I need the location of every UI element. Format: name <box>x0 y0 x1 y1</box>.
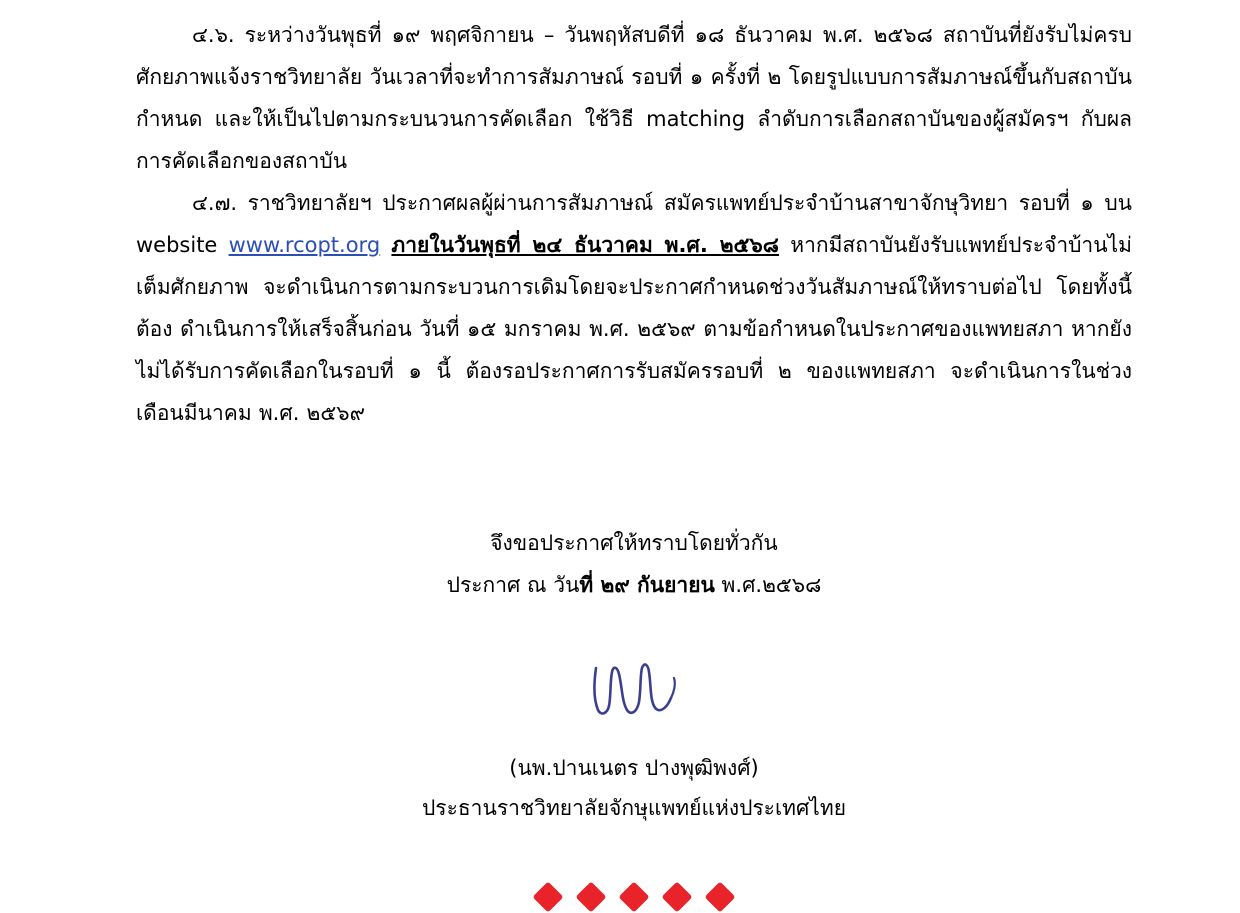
signature-area <box>136 654 1132 730</box>
diamond-icon <box>705 881 736 912</box>
diamond-ornament <box>136 886 1132 911</box>
clause-4-7-suffix: หากมีสถาบันยังรับแพทย์ประจำบ้านไม่เต็มศักยภาพ จะดำเนินการตามกระบวนการเดิมโดยจะประกาศกำหนดช่วงวันสัมภาษณ์ให้ทราบต่อไป โดยทั้งนี้ต้อง ดำเนินการให้เสร็จสิ้นก่อน วันที่ ๑๕ มกราคม พ.ศ. ๒๕๖๙ ตามข้อกำหนดในประกาศของแพทยสภา หากยังไม่ได้รับการคัดเลือกในรอบที่ ๑ นี้ ต้องรอประกาศการรับสมัครรอบที่ ๒ ของแพทยสภา จะดำเนินการในช่วงเดือนมีนาคม พ.ศ. ๒๕๖๙ <box>136 233 1132 425</box>
paragraph-clause-4-7 <box>136 182 1132 434</box>
closing-date-suffix: พ.ศ.๒๕๖๘ <box>714 573 822 597</box>
diamond-icon <box>532 881 563 912</box>
clause-4-7-prefix: ๔.๗. ราชวิทยาลัยฯ ประกาศผลผู้ผ่านการสัมภาษณ์ สมัครแพทย์ประจำบ้านสาขาจักษุวิทยา รอบที่ ๑ บน website <box>136 191 1132 257</box>
handwritten-signature-icon <box>574 654 694 730</box>
signer-name: (นพ.ปานเนตร ปางพุฒิพงศ์) <box>509 756 759 780</box>
clause-4-7-deadline: ภายในวันพุธที่ ๒๔ ธันวาคม พ.ศ. ๒๕๖๘ <box>391 233 779 257</box>
paragraph-clause-4-6: ๔.๖. ระหว่างวันพุธที่ ๑๙ พฤศจิกายน – วันพฤหัสบดีที่ ๑๘ ธันวาคม พ.ศ. ๒๕๖๘ สถาบันที่ยังรับไม่ครบศักยภาพแจ้งราชวิทยาลัย วันเวลาที่จะทำการสัมภาษณ์ รอบที่ ๑ ครั้งที่ ๒ โดยรูปแบบการสัมภาษณ์ขึ้นกับสถาบันกำหนด และให้เป็นไปตามกระบนวนการคัดเลือก ใช้วิธี matching ลำดับการเลือกสถาบันของผู้สมัครฯ กับผลการคัดเลือกของสถาบัน <box>136 23 1132 173</box>
closing-block <box>136 522 1132 606</box>
closing-line-2 <box>136 564 1132 606</box>
signer-title: ประธานราชวิทยาลัยจักษุแพทย์แห่งประเทศไทย <box>421 796 847 820</box>
rcopt-website-link[interactable]: www.rcopt.org <box>228 233 381 257</box>
signer-block <box>136 748 1132 828</box>
diamond-icon <box>618 881 649 912</box>
diamond-icon <box>575 881 606 912</box>
closing-date-bold: ที่ ๒๙ กันยายน <box>579 573 715 597</box>
closing-line-1: จึงขอประกาศให้ทราบโดยทั่วกัน <box>490 531 778 555</box>
closing-date-prefix: ประกาศ ณ วัน <box>446 573 580 597</box>
diamond-icon <box>662 881 693 912</box>
